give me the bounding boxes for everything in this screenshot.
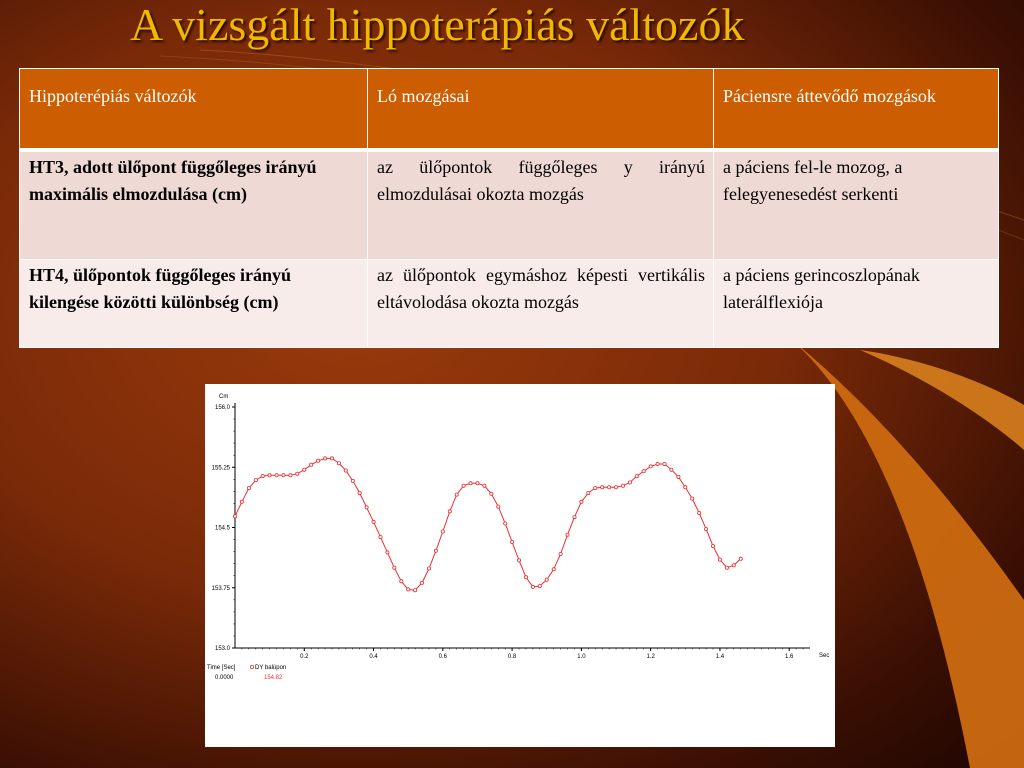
- table-row: [20, 150, 999, 260]
- data-point: [711, 544, 714, 547]
- data-point: [559, 552, 562, 555]
- data-point: [587, 491, 590, 494]
- cell-horse-movement: az ülőpontok függőleges y irányú elmozdulásai okozta mozgás: [368, 150, 714, 260]
- data-point: [254, 479, 257, 482]
- x-tick-label: 1.2: [646, 654, 655, 660]
- data-point: [698, 511, 701, 514]
- data-point: [330, 457, 333, 460]
- data-point: [324, 457, 327, 460]
- data-point: [365, 506, 368, 509]
- x-ticks: [242, 648, 803, 660]
- data-point: [434, 549, 437, 552]
- data-point: [407, 588, 410, 591]
- data-point: [684, 486, 687, 489]
- data-point: [718, 558, 721, 561]
- x-tick-label: 1.4: [715, 654, 725, 660]
- data-point: [282, 474, 285, 477]
- displacement-chart: [205, 384, 835, 747]
- legend-time-value: 0.0000: [215, 675, 234, 681]
- data-point: [448, 510, 451, 513]
- data-point: [462, 484, 465, 487]
- legend-series-value: 154.82: [264, 675, 283, 681]
- data-point: [656, 462, 659, 465]
- cell-horse-movement: az ülőpontok egymáshoz képesti vertikális eltávolodása okozta mozgás: [368, 260, 714, 348]
- data-point: [469, 482, 472, 485]
- data-point: [483, 484, 486, 487]
- data-point: [233, 515, 236, 518]
- header-patient-movements: Páciensre áttevődő mozgások: [714, 69, 999, 150]
- data-point: [337, 462, 340, 465]
- data-point: [400, 580, 403, 583]
- data-point: [310, 463, 313, 466]
- data-point: [490, 492, 493, 495]
- data-point: [649, 465, 652, 468]
- slide-title: A vizsgált hippoterápiás változók: [130, 0, 745, 50]
- data-point: [393, 566, 396, 569]
- table-header-row: [20, 69, 999, 150]
- data-point: [317, 459, 320, 462]
- table-row: [20, 260, 999, 348]
- data-point: [261, 475, 264, 478]
- data-point: [517, 559, 520, 562]
- data-point: [497, 505, 500, 508]
- data-point: [247, 487, 250, 490]
- data-point: [504, 522, 507, 525]
- y-tick-label: 156.0: [214, 405, 230, 411]
- data-point: [379, 536, 382, 539]
- data-point: [642, 470, 645, 473]
- x-tick-label: 1.0: [577, 654, 586, 660]
- data-point: [705, 528, 708, 531]
- data-point: [296, 472, 299, 475]
- cell-patient-movement: a páciens gerincoszlopának laterálflexiója: [714, 260, 999, 348]
- y-tick-label: 154.5: [214, 525, 230, 532]
- x-unit-label: Sec: [819, 653, 830, 659]
- x-tick-label: 1.6: [785, 654, 794, 660]
- data-point: [420, 581, 423, 584]
- data-point: [538, 585, 541, 588]
- header-variables: Hippoterépiás változók: [20, 69, 368, 150]
- data-point: [275, 474, 278, 477]
- data-point: [552, 568, 555, 571]
- data-point: [670, 468, 673, 471]
- x-tick-label: 0.6: [438, 654, 448, 660]
- data-point: [580, 500, 583, 503]
- data-point: [739, 557, 742, 560]
- x-tick-label: 0.8: [507, 654, 517, 660]
- y-ticks: [212, 405, 235, 652]
- data-point: [545, 578, 548, 581]
- data-point: [524, 576, 527, 579]
- legend-time-header: Time [Sec]: [207, 665, 236, 671]
- data-point: [663, 462, 666, 465]
- data-point: [732, 564, 735, 567]
- data-point: [344, 469, 347, 472]
- chart-canvas: [205, 384, 835, 747]
- data-point: [691, 497, 694, 500]
- data-point: [614, 486, 617, 489]
- y-tick-label: 155.25: [211, 465, 230, 472]
- data-point: [427, 567, 430, 570]
- series-line: [235, 458, 741, 590]
- cell-variable: HT4, ülőpontok függőleges irányú kilengése közötti különbség (cm): [20, 260, 368, 348]
- variables-table: [19, 68, 999, 348]
- data-point: [511, 540, 514, 543]
- legend-marker: [250, 665, 253, 668]
- data-point: [414, 589, 417, 592]
- legend-series-name: DY balüpon: [255, 665, 287, 671]
- series-points: [233, 457, 742, 592]
- y-tick-label: 153.0: [214, 646, 230, 652]
- data-point: [725, 566, 728, 569]
- data-point: [455, 493, 458, 496]
- data-point: [358, 491, 361, 494]
- data-point: [289, 474, 292, 477]
- cell-variable: HT3, adott ülőpont függőleges irányú maximális elmozdulása (cm): [20, 150, 368, 260]
- data-point: [635, 475, 638, 478]
- data-point: [240, 500, 243, 503]
- data-point: [573, 516, 576, 519]
- x-tick-label: 0.2: [300, 654, 309, 660]
- data-point: [351, 479, 354, 482]
- data-point: [677, 475, 680, 478]
- data-point: [303, 468, 306, 471]
- data-point: [268, 474, 271, 477]
- data-point: [594, 487, 597, 490]
- data-point: [628, 481, 631, 484]
- cell-patient-movement: a páciens fel-le mozog, a felegyenesedést serkenti: [714, 150, 999, 260]
- y-unit-label: Cm: [219, 394, 229, 400]
- data-point: [608, 486, 611, 489]
- data-point: [386, 551, 389, 554]
- chart-legend: [207, 665, 286, 681]
- x-tick-label: 0.4: [369, 654, 378, 660]
- data-point: [476, 482, 479, 485]
- header-horse-movements: Ló mozgásai: [368, 69, 714, 150]
- data-point: [566, 533, 569, 536]
- data-point: [441, 530, 444, 533]
- data-point: [531, 585, 534, 588]
- data-point: [372, 520, 375, 523]
- data-point: [601, 486, 604, 489]
- y-tick-label: 153.75: [211, 585, 230, 592]
- data-point: [621, 484, 624, 487]
